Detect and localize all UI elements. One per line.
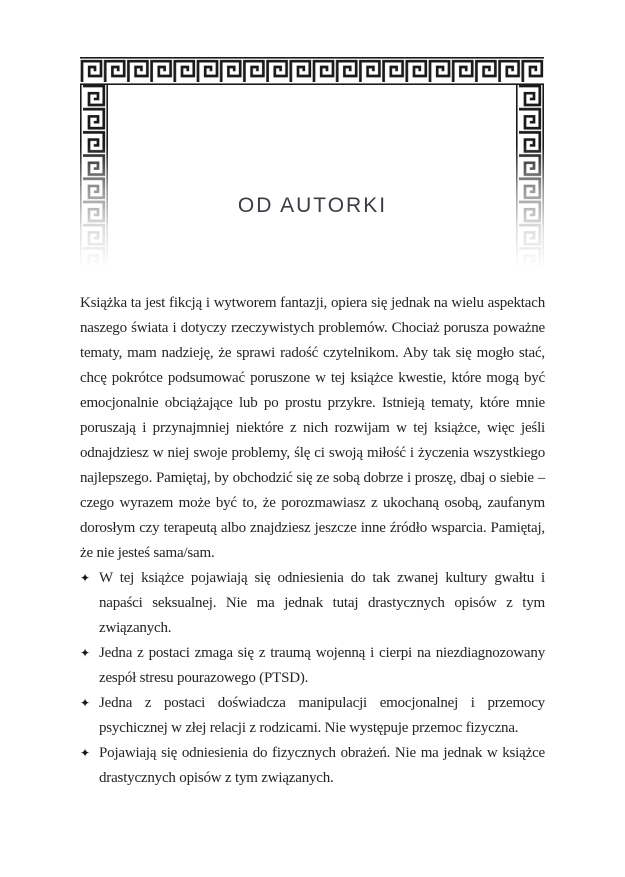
chapter-title: OD AUTORKI [237, 194, 388, 217]
greek-key-top-border-ornament [80, 57, 544, 85]
intro-paragraph: Książka ta jest fikcją i wytworem fantazji, opiera się jednak na wielu aspektach naszego świata i dotyczy rzeczywistych problemów. Chociaż porusza poważne tematy, mam nadzieję, że sprawi radość czytelnikom. Aby tak się mogło stać, chcę pokrótce podsumować poruszone w tej książce kwestie, które mogą być emocjonalnie obciążające lub po prostu przykre. Istnieją tematy, które mnie poruszają i przynajmniej niektóre z nich rozwijam w tej książce, więc jeśli odnajdziesz w niej swoje problemy, ślę ci swoją miłość i życzenia wszystkiego najlepszego. Pamiętaj, by obchodzić się ze sobą dobrze i proszę, dbaj o siebie – czego wyrazem może być to, że porozmawiasz z ukochaną osobą, zaufanym dorosłym czy terapeutą albo znajdziesz jeszcze inne źródło wsparcia. Pamiętaj, że nie jesteś sama/sam. [80, 295, 545, 561]
greek-key-left-border-ornament [80, 84, 108, 276]
greek-key-right-border-ornament [516, 84, 544, 276]
list-item-text: Jedna z postaci doświadcza manipulacji emocjonalnej i przemocy psychicznej w złej relacji z rodzicami. Nie występuje przemoc fizyczna. [99, 695, 545, 736]
greek-key-left-pattern [80, 84, 108, 276]
star-bullet-icon: ✦ [80, 696, 90, 710]
list-item [80, 691, 545, 741]
star-bullet-icon: ✦ [80, 646, 90, 660]
star-bullet-icon: ✦ [80, 571, 90, 585]
list-item-text: Pojawiają się odniesienia do fizycznych obrażeń. Nie ma jednak w książce drastycznych opisów z tym związanych. [99, 745, 545, 786]
content-warning-list [80, 566, 545, 791]
greek-key-right-pattern [516, 84, 544, 276]
author-note [80, 291, 545, 791]
list-item [80, 741, 545, 791]
list-item-text: Jedna z postaci zmaga się z traumą wojenną i cierpi na niezdiagnozowany zespół stresu pourazowego (PTSD). [99, 645, 545, 686]
list-item [80, 566, 545, 641]
star-bullet-icon: ✦ [80, 746, 90, 760]
list-item-text: W tej książce pojawiają się odniesienia do tak zwanej kultury gwałtu i napaści seksualnej. Nie ma jednak tutaj drastycznych opisów z tym związanych. [99, 570, 545, 636]
list-item [80, 641, 545, 691]
